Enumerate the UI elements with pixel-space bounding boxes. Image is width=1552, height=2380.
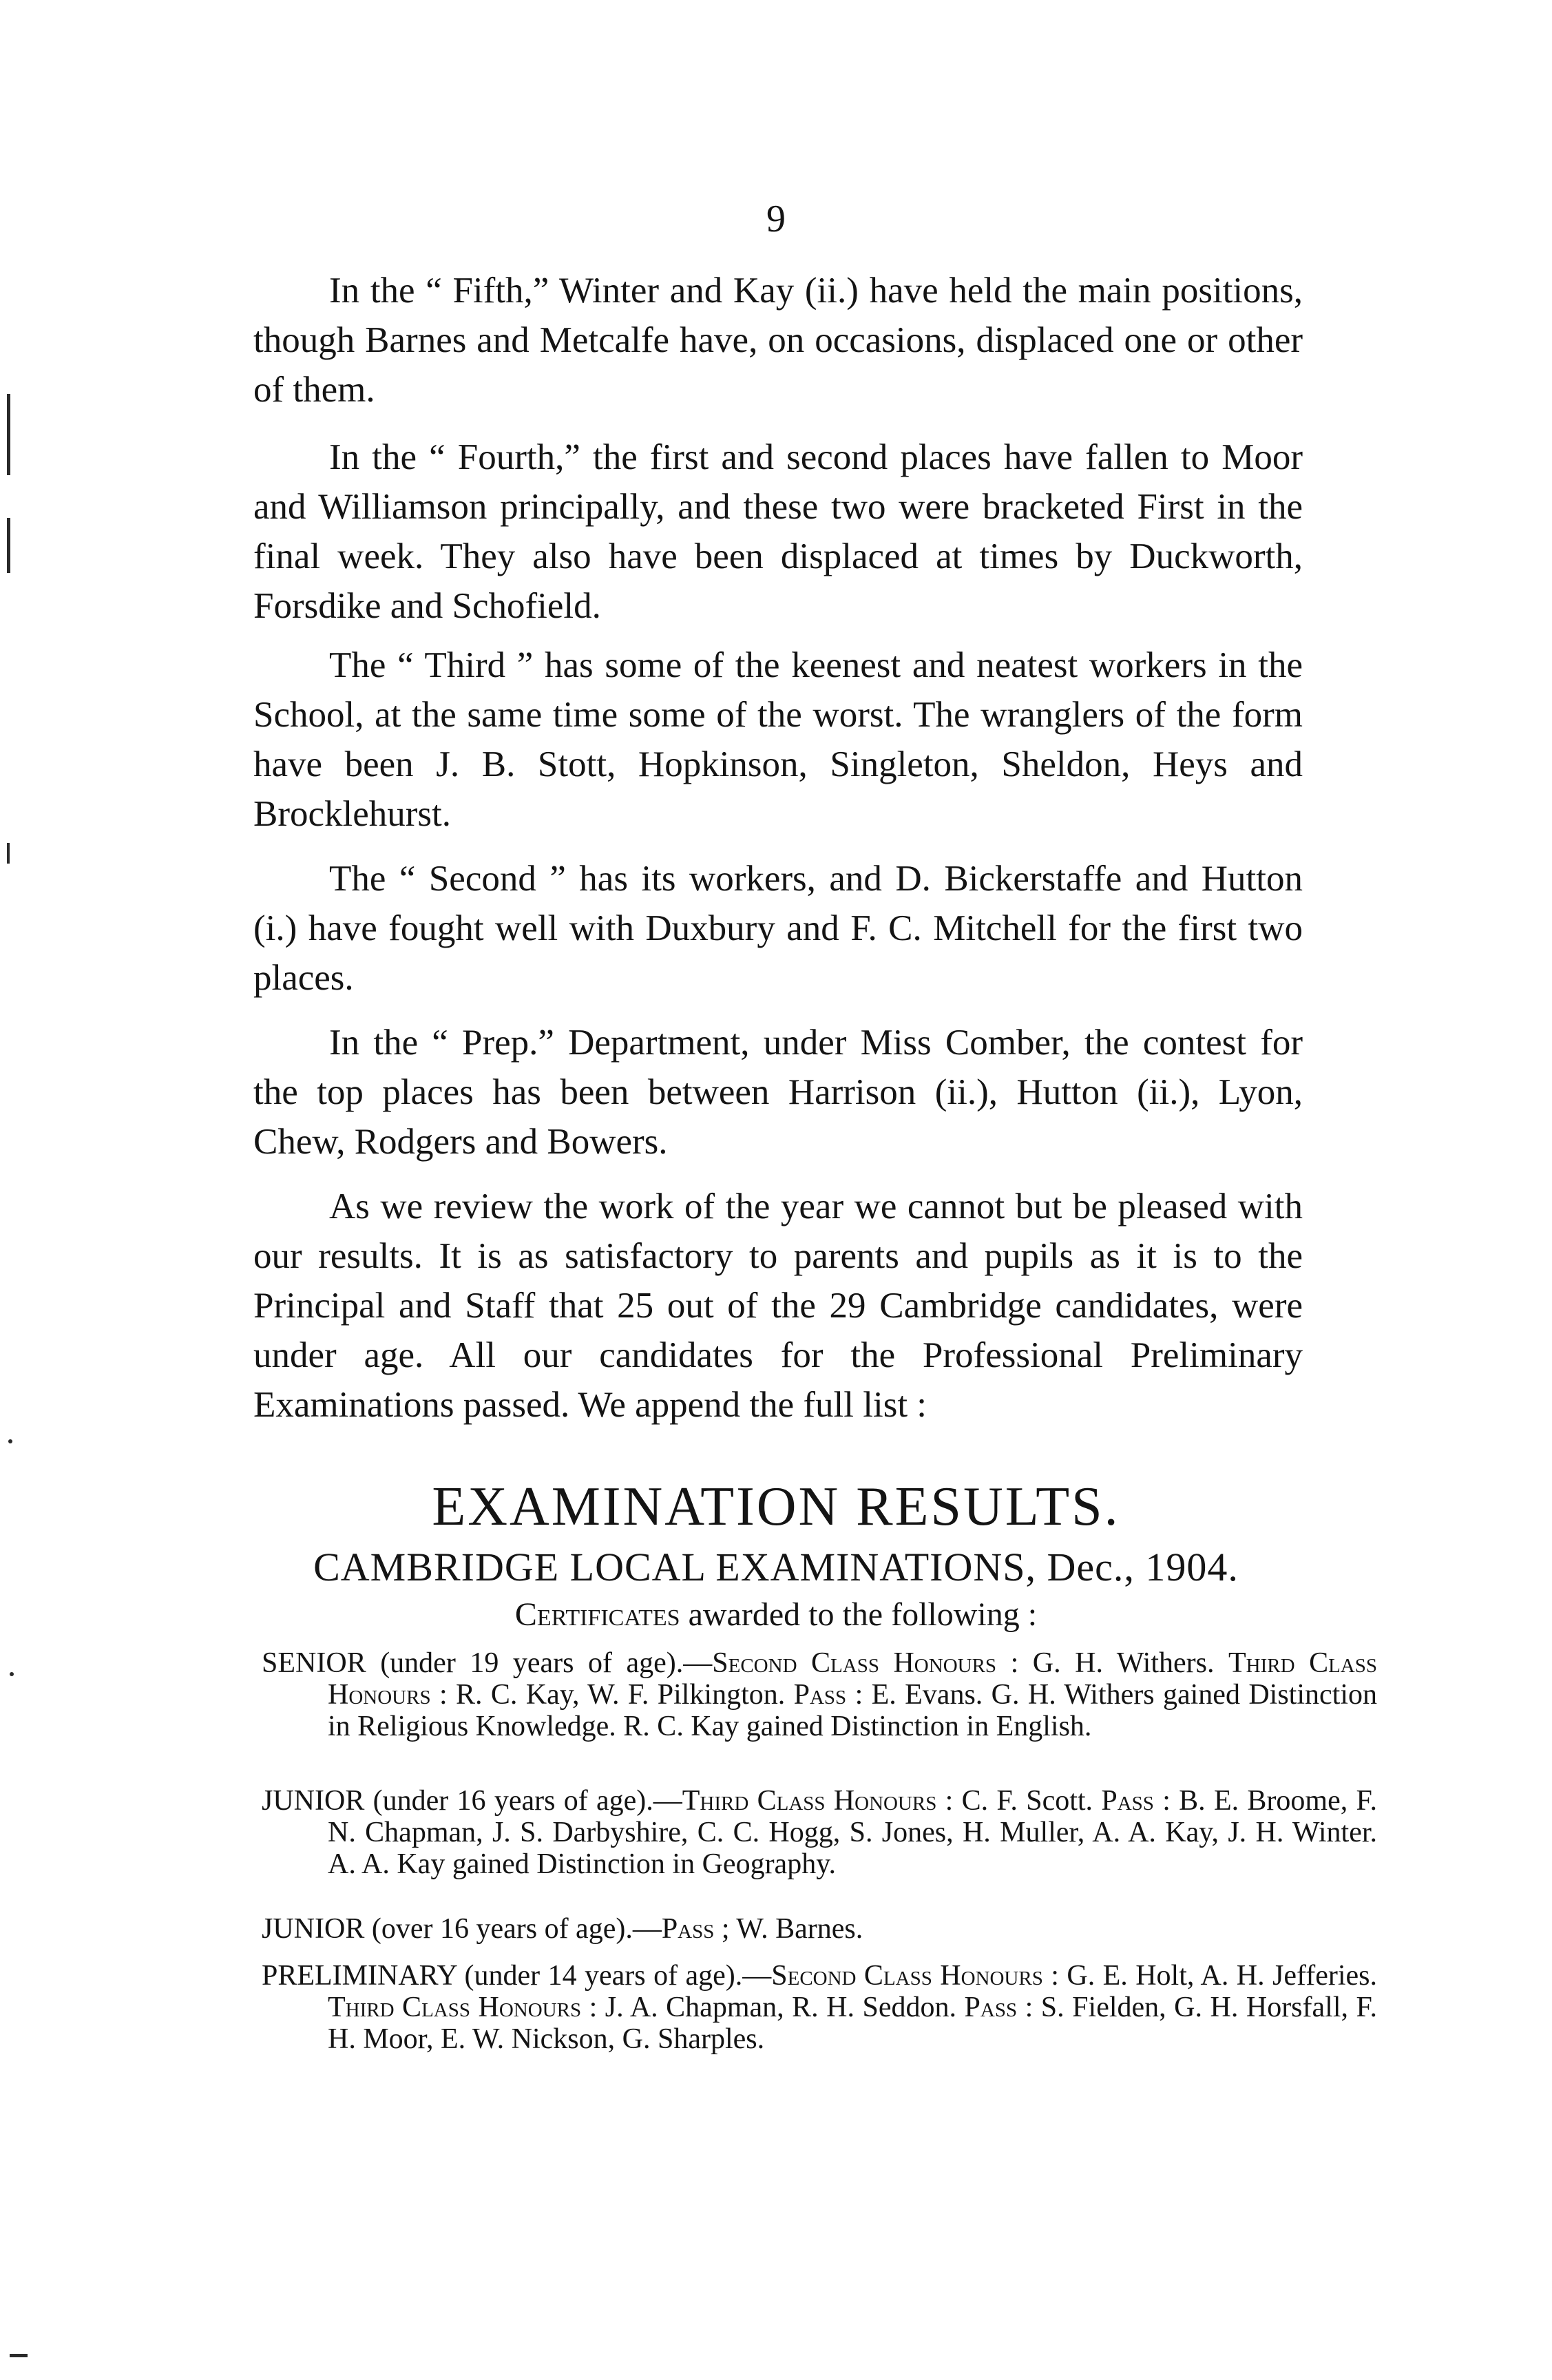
certificates-heading xyxy=(0,1592,1552,1638)
certificates-rest: awarded to the following : xyxy=(680,1596,1038,1633)
scan-mark-6 xyxy=(10,2354,28,2357)
senior-pass-names: : E. Evans. G. H. Withers gained Distinction in Religious Knowledge. R. C. Kay gained Distinction in English. xyxy=(328,1679,1377,1742)
senior-second-class: Second Class Honours xyxy=(712,1647,997,1679)
senior-third-names: : R. C. Kay, W. F. Pilkington. xyxy=(430,1679,794,1711)
junior-under-label: JUNIOR (under 16 years of age).— xyxy=(262,1785,682,1817)
preliminary-label: PRELIMINARY (under 14 years of age).— xyxy=(262,1960,772,1992)
scan-mark-4 xyxy=(8,1439,12,1443)
certificates-word: Certificates xyxy=(514,1596,680,1633)
senior-third-class: Third Class Honours xyxy=(328,1647,1378,1711)
preliminary-second-names: : G. E. Holt, A. H. Jefferies. xyxy=(1042,1960,1377,1992)
cambridge-local-heading-text: CAMBRIDGE LOCAL EXAMINATIONS, Dec., 1904. xyxy=(313,1545,1239,1589)
result-preliminary xyxy=(262,1960,1377,2055)
junior-under-third-class: Third Class Honours xyxy=(682,1785,937,1817)
preliminary-third-names: : J. A. Chapman, R. H. Seddon. xyxy=(581,1992,965,2023)
senior-second-names: : G. H. Withers. xyxy=(996,1647,1229,1679)
result-senior xyxy=(262,1647,1377,1742)
scan-mark-2 xyxy=(7,518,10,573)
scan-mark-5 xyxy=(10,1672,14,1676)
paragraph-review: As we review the work of the year we cannot but be pleased with our results. It is as satisfactory to parents and pupils as it is to the Principal and Staff that 25 out of the 29 Cambridge candidates, were under age. All our candidates for the Professional Preliminary Examinations passed. We append the full list : xyxy=(253,1187,1303,1425)
paragraph-third: The “ Third ” has some of the keenest and neatest workers in the School, at the same time some of the worst. The wranglers of the form have been J. B. Stott, Hopkinson, Singleton, Sheldon, Heys and Brocklehurst. xyxy=(253,645,1303,834)
preliminary-pass: Pass xyxy=(964,1992,1018,2023)
junior-under-pass: Pass xyxy=(1101,1785,1154,1817)
paragraph-second: The “ Second ” has its workers, and D. Bickerstaffe and Hutton (i.) have fought well with Duxbury and F. C. Mitchell for the first two places. xyxy=(253,859,1303,998)
junior-under-third-names: : C. F. Scott. xyxy=(936,1785,1102,1817)
junior-under-pass-names: : B. E. Broome, F. N. Chapman, J. S. Darbyshire, C. C. Hogg, S. Jones, H. Muller, A. A. Kay, J. H. Winter. A. A. Kay gained Distinction in Geography. xyxy=(328,1785,1378,1880)
page-number: 9 xyxy=(766,198,786,240)
paragraph-fourth: In the “ Fourth,” the first and second places have fallen to Moor and Williamson principally, and these two were bracketed First in the final week. They also have been displaced at times by Duckworth, Forsdike and Schofield. xyxy=(253,437,1303,626)
result-junior-under-16 xyxy=(262,1785,1377,1880)
cambridge-local-heading xyxy=(0,1541,1552,1594)
junior-over-label: JUNIOR (over 16 years of age).— xyxy=(262,1913,662,1945)
senior-label: SENIOR (under 19 years of age).— xyxy=(262,1647,713,1679)
result-junior-over-16 xyxy=(262,1913,1377,1945)
paragraph-prep: In the “ Prep.” Department, under Miss Comber, the contest for the top places has been between Harrison (ii.), Hutton (ii.), Lyon, Chew, Rodgers and Bowers. xyxy=(253,1023,1303,1162)
scan-mark-1 xyxy=(7,394,10,475)
preliminary-pass-names: : S. Fielden, G. H. Horsfall, F. H. Moor, E. W. Nickson, G. Sharples. xyxy=(328,1992,1378,2055)
examination-results-heading: EXAMINATION RESULTS. xyxy=(432,1476,1120,1537)
preliminary-second-class: Second Class Honours xyxy=(771,1960,1043,1992)
junior-over-pass: Pass xyxy=(661,1913,715,1945)
senior-pass: Pass xyxy=(793,1679,847,1711)
paragraph-fifth: In the “ Fifth,” Winter and Kay (ii.) have held the main positions, though Barnes and Metcalfe have, on occasions, displaced one or other of them. xyxy=(253,271,1303,410)
preliminary-third-class: Third Class Honours xyxy=(328,1992,582,2023)
scan-mark-3 xyxy=(7,843,10,864)
junior-over-pass-names: ; W. Barnes. xyxy=(714,1913,863,1945)
